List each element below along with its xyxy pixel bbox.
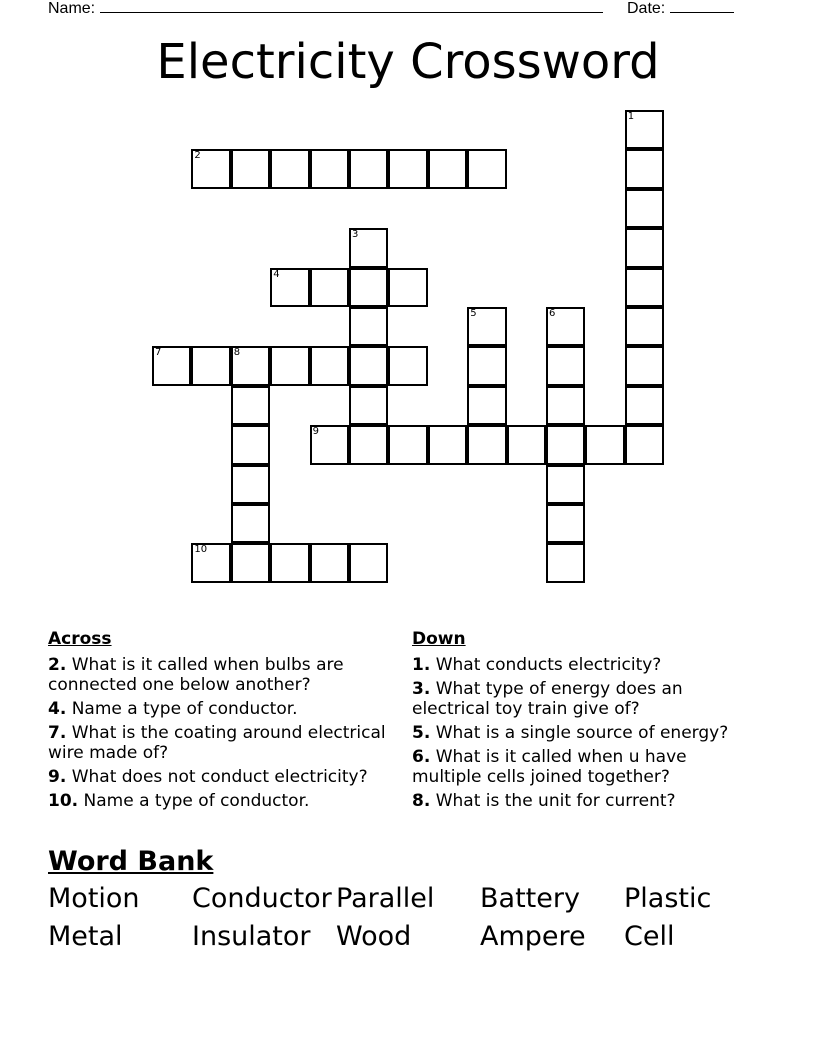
crossword-cell[interactable]: [270, 346, 309, 385]
crossword-cell[interactable]: [625, 425, 664, 464]
name-label: Name:: [48, 0, 96, 17]
crossword-cell[interactable]: [191, 149, 230, 188]
clue-text: What is it called when u have multiple cells joined together?: [412, 747, 687, 787]
word-bank-item: Wood: [336, 921, 412, 952]
crossword-cell[interactable]: [152, 346, 191, 385]
crossword-cell[interactable]: [625, 110, 664, 149]
clue-number: 8: [233, 347, 241, 359]
crossword-cell[interactable]: [310, 425, 349, 464]
clue-text: What is a single source of energy?: [430, 723, 729, 743]
down-clue: [412, 655, 752, 675]
crossword-cell[interactable]: [546, 543, 585, 582]
crossword-cell[interactable]: [349, 307, 388, 346]
word-bank-item: Cell: [624, 921, 675, 952]
clue-number: 3: [352, 229, 359, 241]
across-heading: Across: [48, 629, 112, 649]
word-bank-title: Word Bank: [48, 846, 214, 877]
clue-text: What is it called when bulbs are connected one below another?: [48, 655, 344, 695]
crossword-cell[interactable]: [349, 228, 388, 267]
across-clue: [48, 767, 398, 787]
crossword-cell[interactable]: [467, 307, 506, 346]
clue-text: Name a type of conductor.: [66, 699, 298, 719]
page-title: Electricity Crossword: [156, 34, 660, 90]
crossword-cell[interactable]: [546, 465, 585, 504]
crossword-cell[interactable]: [310, 268, 349, 307]
word-bank-item: Plastic: [624, 883, 712, 914]
word-bank-item: Battery: [480, 883, 580, 914]
word-bank-item: Metal: [48, 921, 123, 952]
clue-number: 7.: [48, 723, 67, 743]
across-clue: [48, 699, 398, 719]
clue-number: 4.: [48, 699, 67, 719]
crossword-cell[interactable]: [270, 543, 309, 582]
clue-number: 4: [273, 268, 280, 280]
crossword-cell[interactable]: [349, 149, 388, 188]
crossword-cell[interactable]: [231, 346, 270, 385]
crossword-cell[interactable]: [349, 268, 388, 307]
crossword-cell[interactable]: [388, 268, 427, 307]
clue-text: What is the unit for current?: [430, 791, 676, 811]
word-bank-item: Motion: [48, 883, 140, 914]
clue-number: 1.: [412, 655, 431, 675]
clue-number: 2: [194, 150, 201, 162]
crossword-cell[interactable]: [310, 346, 349, 385]
crossword-cell[interactable]: [585, 425, 624, 464]
crossword-cell[interactable]: [270, 268, 309, 307]
crossword-cell[interactable]: [231, 386, 270, 425]
clue-number: 5.: [412, 723, 431, 743]
clue-number: 1: [627, 111, 635, 122]
crossword-cell[interactable]: [546, 425, 585, 464]
crossword-cell[interactable]: [625, 307, 664, 346]
clue-number: 10: [194, 544, 208, 556]
down-heading: Down: [412, 629, 466, 649]
across-clue: [48, 791, 398, 811]
crossword-cell[interactable]: [428, 149, 467, 188]
clue-number: 8.: [412, 791, 431, 811]
clue-text: What is the coating around electrical wire made of?: [48, 723, 386, 763]
across-clues: [48, 629, 398, 815]
clue-text: What does not conduct electricity?: [66, 767, 368, 787]
crossword-cell[interactable]: [191, 543, 230, 582]
crossword-cell[interactable]: [270, 149, 309, 188]
crossword-cell[interactable]: [507, 425, 546, 464]
down-clue: [412, 747, 752, 787]
crossword-cell[interactable]: [467, 386, 506, 425]
crossword-cell[interactable]: [388, 149, 427, 188]
clue-text: What type of energy does an electrical toy train give of?: [412, 679, 683, 719]
clue-number: 10.: [48, 791, 79, 811]
across-list: [48, 655, 398, 811]
crossword-cell[interactable]: [231, 149, 270, 188]
crossword-cell[interactable]: [467, 425, 506, 464]
crossword-cell[interactable]: [625, 149, 664, 188]
date-label: Date:: [627, 0, 666, 17]
crossword-cell[interactable]: [546, 307, 585, 346]
crossword-cell[interactable]: [191, 346, 230, 385]
down-list: [412, 655, 752, 811]
crossword-cell[interactable]: [231, 543, 270, 582]
crossword-cell[interactable]: [388, 346, 427, 385]
word-bank-item: Parallel: [336, 883, 435, 914]
crossword-cell[interactable]: [625, 386, 664, 425]
crossword-cell[interactable]: [625, 189, 664, 228]
crossword-cell[interactable]: [231, 465, 270, 504]
crossword-cell[interactable]: [625, 268, 664, 307]
word-bank-item: Insulator: [192, 921, 311, 952]
crossword-cell[interactable]: [546, 346, 585, 385]
across-clue: [48, 655, 398, 695]
crossword-cell[interactable]: [310, 543, 349, 582]
crossword-cell[interactable]: [349, 386, 388, 425]
down-clue: [412, 791, 752, 811]
crossword-cell[interactable]: [231, 425, 270, 464]
down-clue: [412, 723, 752, 743]
crossword-cell[interactable]: [428, 425, 467, 464]
crossword-cell[interactable]: [546, 504, 585, 543]
crossword-cell[interactable]: [625, 228, 664, 267]
word-bank: [48, 882, 768, 954]
crossword-cell[interactable]: [546, 386, 585, 425]
clue-number: 7: [155, 347, 162, 359]
crossword-cell[interactable]: [349, 346, 388, 385]
crossword-cell[interactable]: [310, 149, 349, 188]
down-clues: [412, 629, 752, 815]
across-clue: [48, 723, 398, 763]
crossword-cell[interactable]: [349, 425, 388, 464]
clue-number: 9.: [48, 767, 67, 787]
clue-number: 9: [312, 426, 319, 438]
crossword-cell[interactable]: [467, 149, 506, 188]
clue-number: 5: [470, 308, 477, 319]
crossword-cell[interactable]: [625, 346, 664, 385]
clue-number: 3.: [412, 679, 431, 699]
word-bank-item: Conductor: [192, 883, 332, 914]
clue-text: What conducts electricity?: [430, 655, 662, 675]
crossword-cell[interactable]: [349, 543, 388, 582]
crossword-cell[interactable]: [388, 425, 427, 464]
word-bank-item: Ampere: [480, 921, 586, 952]
clue-number: 6: [549, 308, 556, 319]
clue-number: 6.: [412, 747, 431, 767]
down-clue: [412, 679, 752, 719]
crossword-cell[interactable]: [231, 504, 270, 543]
crossword-cell[interactable]: [467, 346, 506, 385]
clue-text: Name a type of conductor.: [78, 791, 310, 811]
clue-number: 2.: [48, 655, 67, 675]
